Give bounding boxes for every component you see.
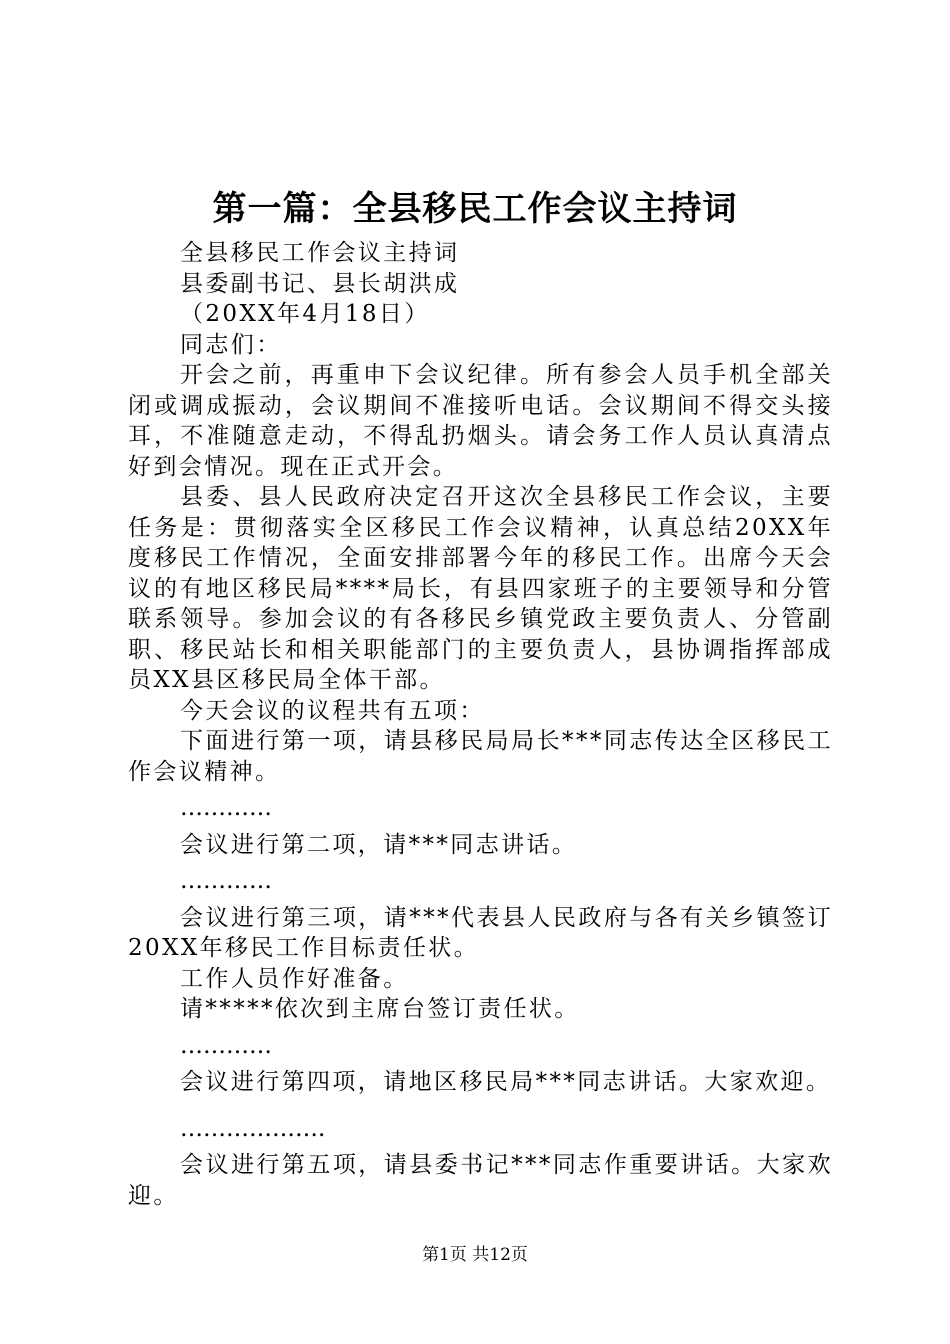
paragraph-purpose: 县委、县人民政府决定召开这次全县移民工作会议，主要任务是：贯彻落实全区移民工作会议精神，认真总结20XX年度移民工作情况，全面安排部署今年的移民工作。出席今天会议的有地区移民局****局长，有县四家班子的主要领导和分管联系领导。参加会议的有各移民乡镇党政主要负责人、分管副职、移民站长和相关职能部门的主要负责人，县协调指挥部成员XX县区移民局全体干部。 <box>128 484 833 693</box>
paragraph-staff-prepare: 工作人员作好准备。 <box>180 965 409 992</box>
ellipsis-separator: ………………. <box>180 1115 326 1142</box>
paragraph-heading: 全县移民工作会议主持词 <box>180 240 460 266</box>
paragraph-discipline: 开会之前，再重申下会议纪律。所有参会人员手机全部关闭或调成振动，会议期间不准接听电话。会议期间不得交头接耳，不准随意走动，不得乱扔烟头。请会务工作人员认真清点好到会情况。现在正式开会。 <box>128 362 833 480</box>
document-title: 第一篇：全县移民工作会议主持词 <box>212 189 738 229</box>
document-body <box>128 238 833 1211</box>
page-number: 第1页 共12页 <box>422 1245 528 1265</box>
paragraph-item-five: 会议进行第五项，请县委书记***同志作重要讲话。大家欢迎。 <box>128 1152 833 1209</box>
paragraph-item-three: 会议进行第三项，请***代表县人民政府与各有关乡镇签订20XX年移民工作目标责任状。 <box>128 904 833 961</box>
ellipsis-separator: ………… <box>180 1032 272 1059</box>
ellipsis-separator: ………… <box>180 795 272 821</box>
paragraph-item-four: 会议进行第四项，请地区移民局***同志讲话。大家欢迎。 <box>180 1069 832 1095</box>
paragraph-speaker: 县委副书记、县长胡洪成 <box>180 270 460 297</box>
paragraph-salutation: 同志们： <box>180 331 282 358</box>
paragraph-signing: 请*****依次到主席台签订责任状。 <box>180 996 580 1022</box>
paragraph-date: （20XX年4月18日） <box>180 301 430 327</box>
paragraph-agenda-intro: 今天会议的议程共有五项： <box>180 697 485 724</box>
ellipsis-separator: ………… <box>180 868 272 894</box>
paragraph-item-one: 下面进行第一项，请县移民局局长***同志传达全区移民工作会议精神。 <box>128 728 833 785</box>
paragraph-item-two: 会议进行第二项，请***同志讲话。 <box>180 831 578 858</box>
